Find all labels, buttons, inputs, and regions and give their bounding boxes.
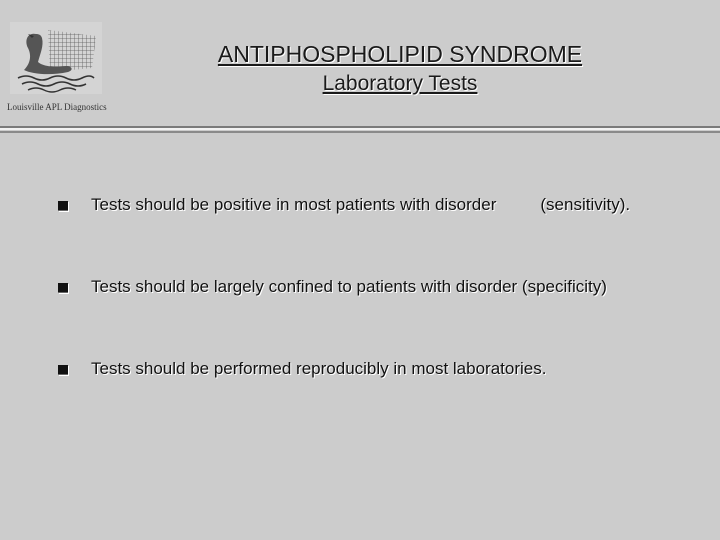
organization-label: Louisville APL Diagnostics bbox=[7, 102, 107, 112]
slide-subtitle: Laboratory Tests bbox=[322, 71, 478, 95]
bullet-suffix: (sensitivity). bbox=[540, 195, 631, 214]
bullet-item-reproducibility bbox=[58, 356, 708, 386]
bullet-item-sensitivity bbox=[58, 192, 708, 222]
slide-title: ANTIPHOSPHOLIPID SYNDROME bbox=[217, 41, 583, 67]
square-bullet-icon bbox=[58, 201, 68, 211]
square-bullet-icon bbox=[58, 283, 68, 293]
bullet-item-specificity bbox=[58, 274, 708, 304]
bullet-text: Tests should be largely confined to patients with disorder (specificity) bbox=[91, 277, 607, 296]
bullet-text: Tests should be positive in most patients with disorder (sensitivity). bbox=[91, 195, 631, 214]
bullet-text: Tests should be performed reproducibly in most laboratories. bbox=[91, 359, 547, 378]
square-bullet-icon bbox=[58, 365, 68, 375]
